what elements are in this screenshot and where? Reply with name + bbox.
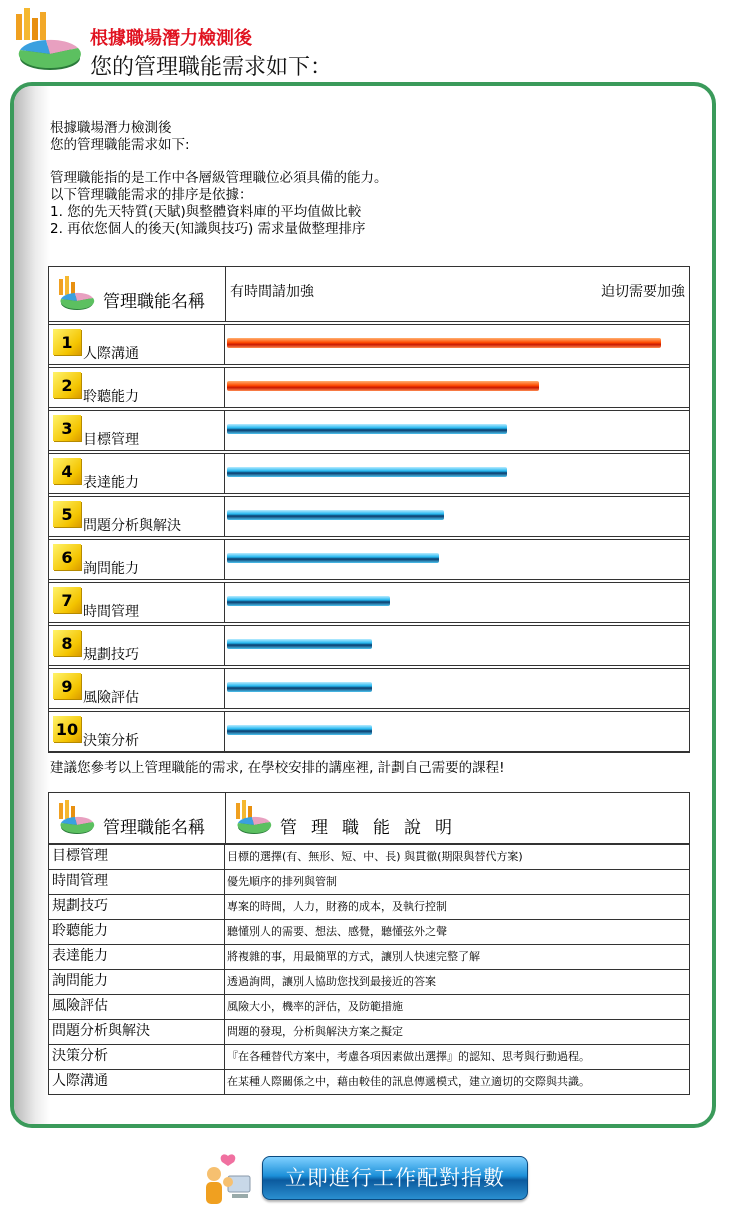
ranking-rows xyxy=(49,322,689,752)
rank-number-badge: 9 xyxy=(53,673,81,699)
need-level-bar xyxy=(227,381,539,391)
ranking-bar-cell xyxy=(225,324,689,365)
ranking-name-cell xyxy=(49,496,225,537)
ranking-bar-cell xyxy=(225,582,689,623)
competency-name: 決策分析 xyxy=(49,1045,225,1069)
ranking-row xyxy=(49,322,689,365)
competency-description: 將複雜的事，用最簡單的方式，讓別人快速完整了解 xyxy=(227,950,480,963)
competency-description: 聽懂別人的需要、想法、感覺，聽懂弦外之聲 xyxy=(227,925,447,938)
ranking-row xyxy=(49,623,689,666)
ranking-bar-cell xyxy=(225,539,689,580)
page-title: 您的管理職能需求如下： xyxy=(90,55,333,80)
chart-pie-icon xyxy=(55,799,95,837)
column-header: 管理職能名稱 xyxy=(103,292,205,312)
card-shadow-edge xyxy=(14,86,50,1124)
description-row xyxy=(49,1069,689,1094)
need-level-bar xyxy=(227,682,372,692)
rank-number-badge: 6 xyxy=(53,544,81,570)
ranking-row xyxy=(49,451,689,494)
description-row xyxy=(49,1044,689,1069)
ranking-bar-cell xyxy=(225,711,689,752)
ranking-bar-cell xyxy=(225,367,689,408)
description-row xyxy=(49,919,689,944)
rank-number-badge: 5 xyxy=(53,501,81,527)
ranking-name-cell xyxy=(49,539,225,580)
ranking-row xyxy=(49,580,689,623)
ranking-scale xyxy=(226,267,689,321)
rank-number-badge: 2 xyxy=(53,372,81,398)
competency-name: 目標管理 xyxy=(49,845,225,869)
ranking-row xyxy=(49,666,689,709)
people-icon xyxy=(198,1152,254,1206)
ranking-item-name: 目標管理 xyxy=(83,432,139,448)
column-header: 管理職能名稱 xyxy=(103,818,205,838)
ranking-bar-cell xyxy=(225,453,689,494)
competency-name: 表達能力 xyxy=(49,945,225,969)
result-card xyxy=(10,82,716,1128)
need-level-bar xyxy=(227,596,390,606)
rank-number-badge: 4 xyxy=(53,458,81,484)
competency-name: 風險評估 xyxy=(49,995,225,1019)
ranking-bar-cell xyxy=(225,410,689,451)
job-match-button[interactable]: 立即進行工作配對指數 xyxy=(262,1156,528,1200)
competency-description: 『在各種替代方案中，考慮各項因素做出選擇』的認知、思考與行動過程。 xyxy=(227,1050,590,1063)
competency-name: 時間管理 xyxy=(49,870,225,894)
ranking-item-name: 人際溝通 xyxy=(83,346,139,362)
need-level-bar xyxy=(227,639,372,649)
competency-name: 人際溝通 xyxy=(49,1070,225,1094)
description-header-desc xyxy=(226,793,689,843)
ranking-name-cell xyxy=(49,324,225,365)
competency-description: 問題的發現，分析與解決方案之擬定 xyxy=(227,1025,403,1038)
competency-name: 聆聽能力 xyxy=(49,920,225,944)
scale-low-label: 有時間請加強 xyxy=(230,284,314,300)
intro-text xyxy=(50,120,690,238)
page-header xyxy=(10,6,730,78)
description-row xyxy=(49,969,689,994)
competency-name: 規劃技巧 xyxy=(49,895,225,919)
ranking-name-cell xyxy=(49,668,225,709)
ranking-name-cell xyxy=(49,410,225,451)
need-level-bar xyxy=(227,553,439,563)
column-header: 管理職能說明 xyxy=(280,818,466,838)
rank-number-badge: 7 xyxy=(53,587,81,613)
ranking-bar-cell xyxy=(225,668,689,709)
description-row xyxy=(49,1019,689,1044)
description-row xyxy=(49,994,689,1019)
description-table xyxy=(48,792,690,1095)
competency-description: 優先順序的排列與管制 xyxy=(227,875,337,888)
ranking-item-name: 聆聽能力 xyxy=(83,389,139,405)
rank-number-badge: 10 xyxy=(53,716,81,742)
ranking-item-name: 規劃技巧 xyxy=(83,647,139,663)
need-level-bar xyxy=(227,424,507,434)
ranking-row xyxy=(49,408,689,451)
header-subtitle: 根據職場潛力檢測後 xyxy=(90,28,252,49)
ranking-bar-cell xyxy=(225,625,689,666)
competency-description: 目標的選擇(有、無形、短、中、長) 與貫徹(期限與替代方案) xyxy=(227,850,523,863)
ranking-row xyxy=(49,709,689,752)
scale-high-label: 迫切需要加強 xyxy=(601,284,685,300)
job-match-cta xyxy=(198,1150,528,1206)
intro-line: 1. 您的先天特質(天賦)與整體資料庫的平均值做比較 xyxy=(50,204,362,220)
intro-line: 根據職場潛力檢測後 xyxy=(50,120,172,136)
rank-number-badge: 1 xyxy=(53,329,81,355)
ranking-name-cell xyxy=(49,367,225,408)
ranking-item-name: 表達能力 xyxy=(83,475,139,491)
ranking-name-cell xyxy=(49,711,225,752)
description-row xyxy=(49,944,689,969)
competency-description: 在某種人際關係之中，藉由較佳的訊息傳遞模式，建立適切的交際與共識。 xyxy=(227,1075,590,1088)
need-level-bar xyxy=(227,510,444,520)
chart-pie-icon xyxy=(10,6,82,76)
ranking-row xyxy=(49,494,689,537)
rank-number-badge: 3 xyxy=(53,415,81,441)
ranking-item-name: 詢問能力 xyxy=(83,561,139,577)
ranking-item-name: 決策分析 xyxy=(83,733,139,749)
intro-line: 您的管理職能需求如下: xyxy=(50,137,190,153)
ranking-name-cell xyxy=(49,625,225,666)
rank-number-badge: 8 xyxy=(53,630,81,656)
description-row xyxy=(49,869,689,894)
chart-pie-icon xyxy=(55,275,95,313)
competency-description: 透過詢問，讓別人協助您找到最接近的答案 xyxy=(227,975,436,988)
description-rows xyxy=(49,844,689,1094)
ranking-item-name: 風險評估 xyxy=(83,690,139,706)
need-level-bar xyxy=(227,467,507,477)
intro-line: 管理職能指的是工作中各層級管理職位必須具備的能力。 xyxy=(50,170,388,186)
intro-line: 以下管理職能需求的排序是依據： xyxy=(50,187,253,203)
ranking-name-cell xyxy=(49,582,225,623)
competency-description: 風險大小，機率的評估，及防範措施 xyxy=(227,1000,403,1013)
description-row xyxy=(49,844,689,869)
ranking-name-cell xyxy=(49,453,225,494)
chart-pie-icon xyxy=(232,799,272,837)
ranking-header-name xyxy=(49,267,226,321)
description-header-name xyxy=(49,793,226,843)
competency-description: 專案的時間，人力，財務的成本，及執行控制 xyxy=(227,900,447,913)
suggestion-text: 建議您參考以上管理職能的需求, 在學校安排的講座裡, 計劃自己需要的課程! xyxy=(50,760,505,776)
description-header xyxy=(49,793,689,844)
description-row xyxy=(49,894,689,919)
ranking-row xyxy=(49,537,689,580)
ranking-table xyxy=(48,266,690,753)
competency-name: 詢問能力 xyxy=(49,970,225,994)
ranking-row xyxy=(49,365,689,408)
ranking-bar-cell xyxy=(225,496,689,537)
ranking-item-name: 時間管理 xyxy=(83,604,139,620)
need-level-bar xyxy=(227,725,372,735)
ranking-item-name: 問題分析與解決 xyxy=(83,518,181,534)
need-level-bar xyxy=(227,338,661,348)
ranking-header xyxy=(49,267,689,322)
competency-name: 問題分析與解決 xyxy=(49,1020,225,1044)
intro-line: 2. 再依您個人的後天(知識與技巧) 需求量做整理排序 xyxy=(50,221,366,237)
